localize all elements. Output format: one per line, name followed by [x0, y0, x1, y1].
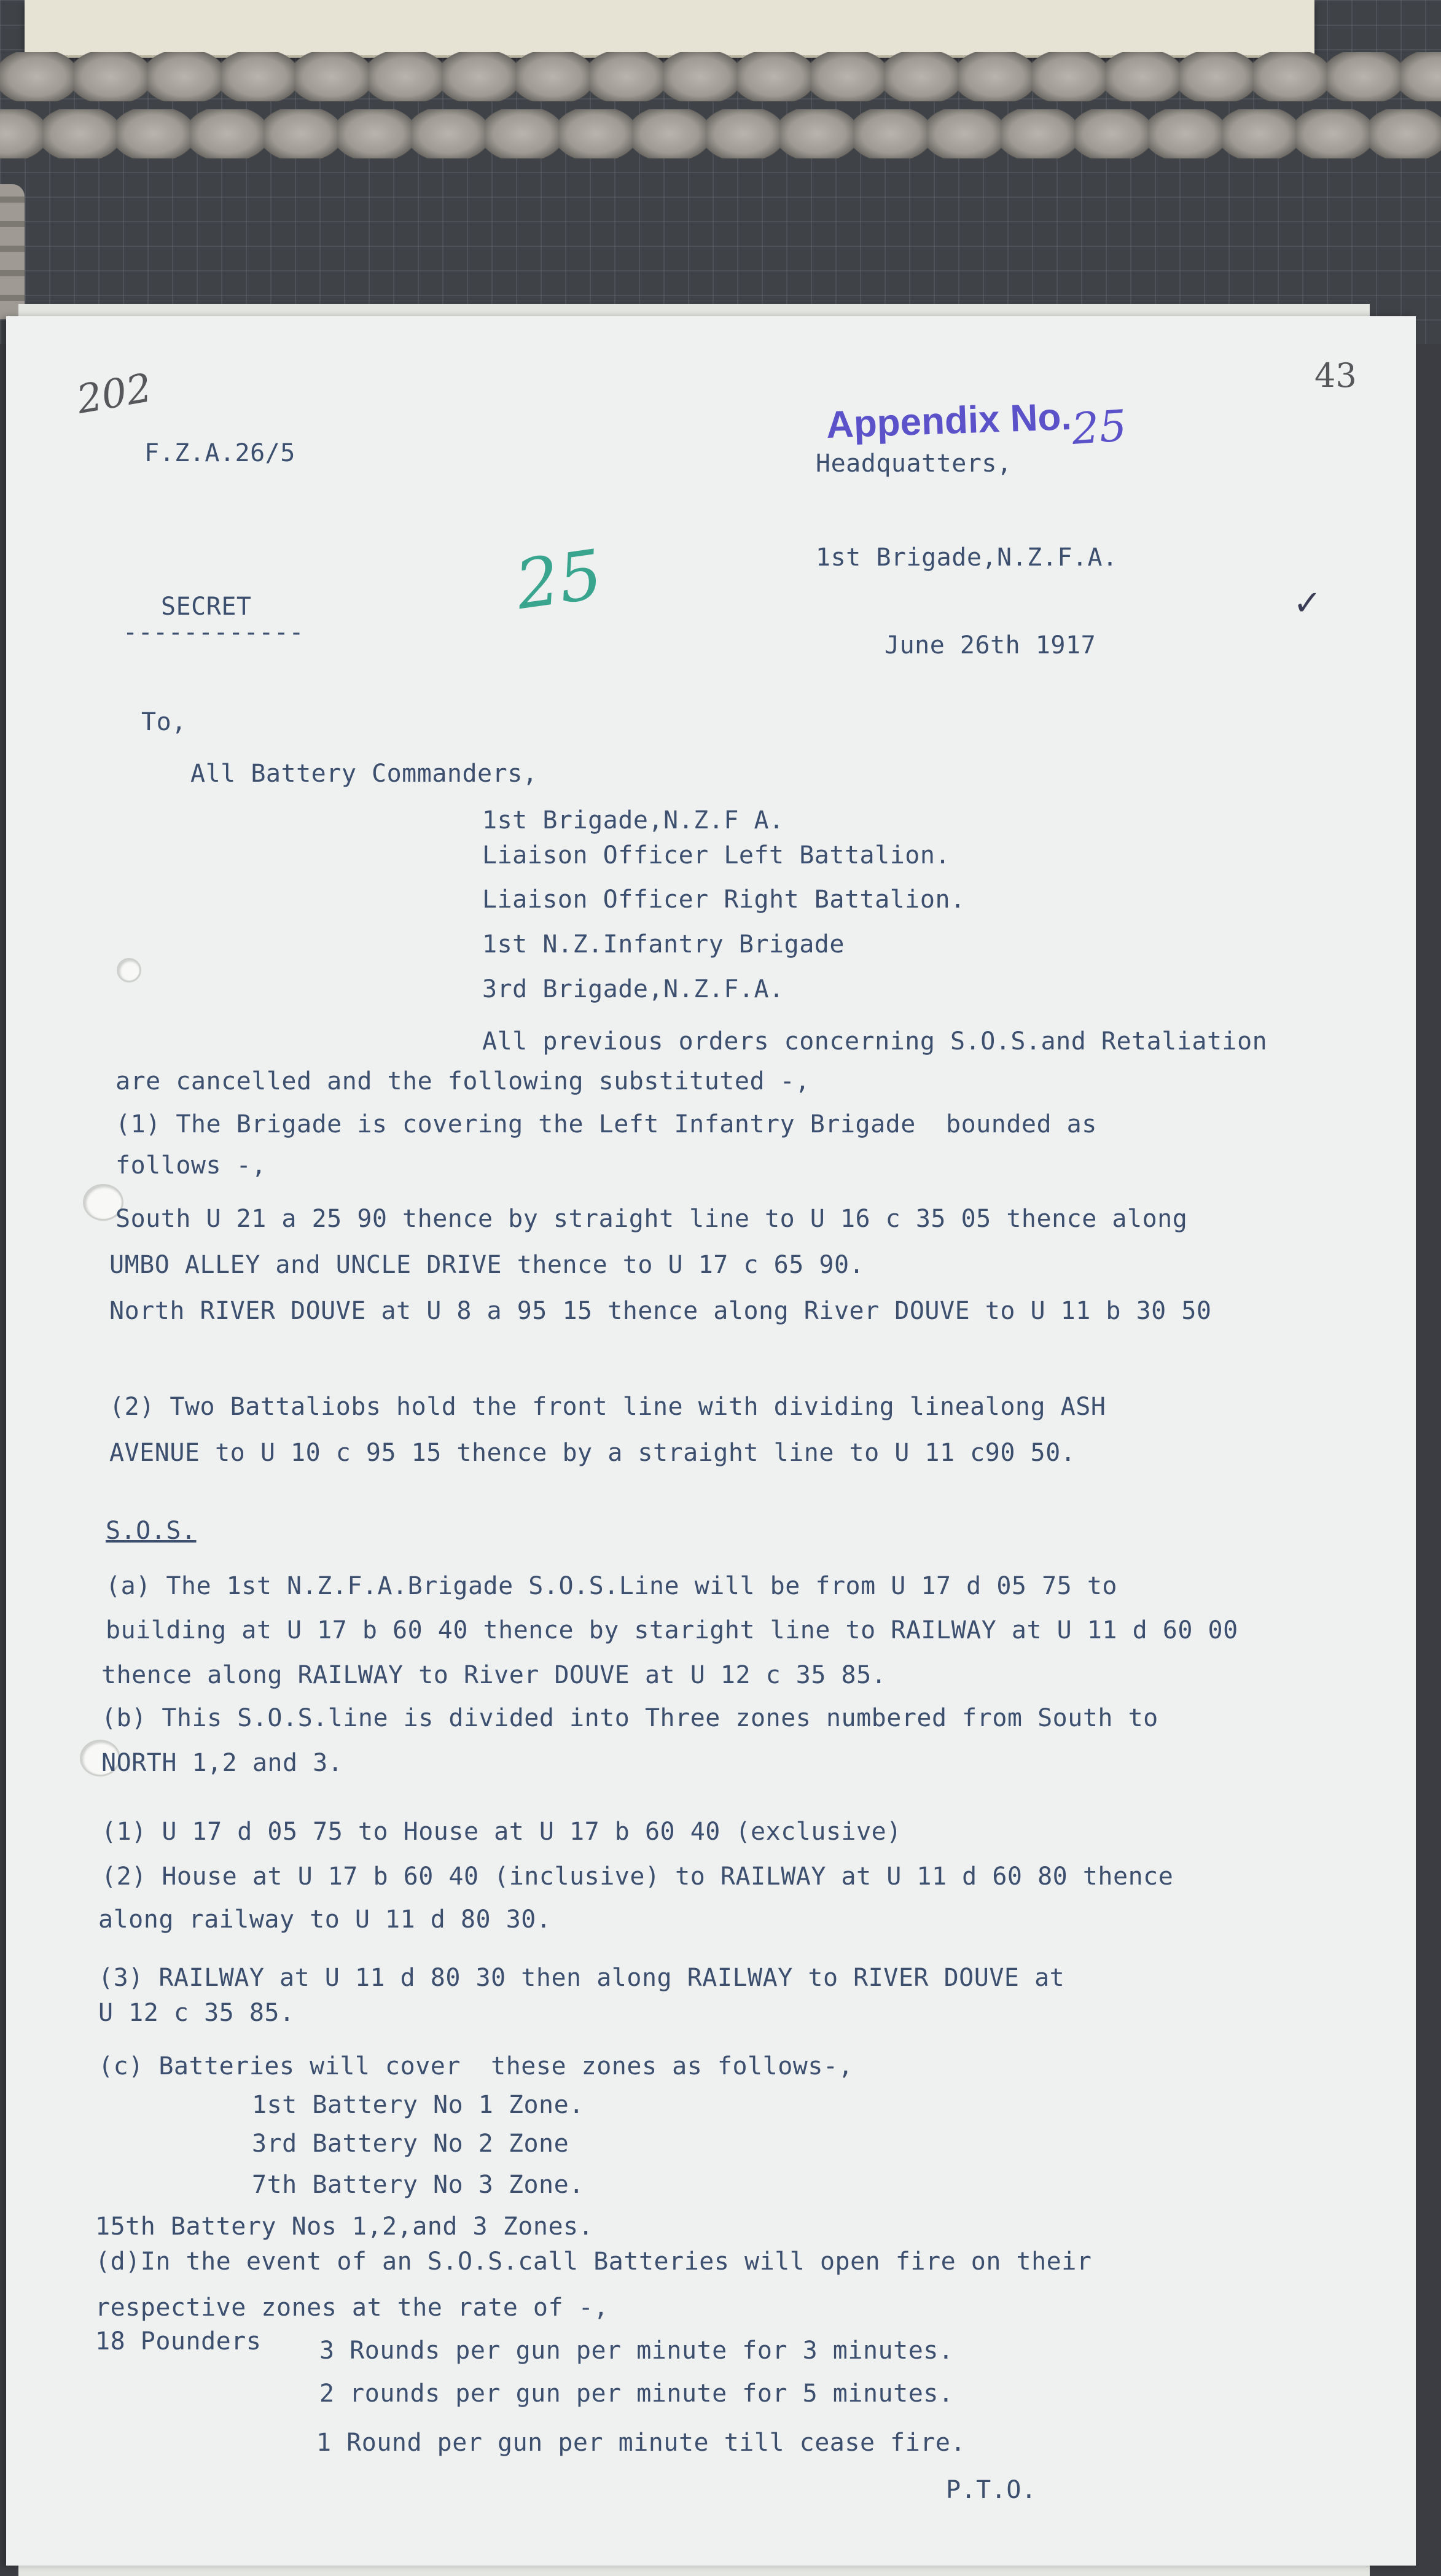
- battery-assignment: 1st Battery No 1 Zone.: [252, 2091, 584, 2119]
- classification: SECRET: [161, 593, 252, 621]
- recipient: Liaison Officer Left Battalion.: [482, 841, 951, 870]
- binding-cord-lower: [0, 109, 1441, 158]
- folded-sheet-above: [25, 0, 1314, 58]
- binding-cord: [0, 52, 1441, 101]
- paragraph-line: (b) This S.O.S.line is divided into Three zones numbered from South to: [101, 1704, 1158, 1732]
- rate-line: 1 Round per gun per minute till cease fire.: [316, 2429, 966, 2457]
- please-turn-over: P.T.O.: [946, 2476, 1037, 2504]
- page-number: 43: [1314, 356, 1357, 395]
- recipient: Liaison Officer Right Battalion.: [482, 885, 966, 914]
- headquarters-line: Headquatters,: [816, 449, 1012, 478]
- paragraph-line: South U 21 a 25 90 thence by straight line to U 16 c 35 05 thence along: [115, 1205, 1188, 1233]
- rate-line: 3 Rounds per gun per minute for 3 minutes.: [319, 2337, 954, 2365]
- date: June 26th 1917: [885, 631, 1096, 660]
- paragraph-line: follows -,: [115, 1151, 267, 1180]
- battery-assignment: 3rd Battery No 2 Zone: [252, 2130, 569, 2158]
- binding-cord-tail: [0, 184, 25, 319]
- paragraph-line: (c) Batteries will cover these zones as follows-,: [98, 2052, 854, 2080]
- appendix-stamp: Appendix No.: [825, 395, 1072, 446]
- paragraph-line: (1) The Brigade is covering the Left Infantry Brigade bounded as: [115, 1110, 1097, 1138]
- recipient: 1st N.Z.Infantry Brigade: [482, 930, 845, 959]
- zone-line: along railway to U 11 d 80 30.: [98, 1905, 552, 1934]
- recipient: 3rd Brigade,N.Z.F.A.: [482, 975, 784, 1003]
- zone-line: (1) U 17 d 05 75 to House at U 17 b 60 40 (exclusive): [101, 1818, 902, 1846]
- paragraph-line: (a) The 1st N.Z.F.A.Brigade S.O.S.Line will be from U 17 d 05 75 to: [106, 1572, 1117, 1600]
- rate-label: 18 Pounders: [95, 2327, 262, 2356]
- paragraph-line: (d)In the event of an S.O.S.call Batteries will open fire on their: [95, 2247, 1092, 2276]
- paragraph-line: North RIVER DOUVE at U 8 a 95 15 thence along River DOUVE to U 11 b 30 50: [109, 1297, 1212, 1325]
- zone-line: (2) House at U 17 b 60 40 (inclusive) to RAILWAY at U 11 d 60 80 thence: [101, 1862, 1174, 1891]
- classification-rule: ------------: [123, 618, 304, 647]
- battery-assignment: 15th Battery Nos 1,2,and 3 Zones.: [95, 2212, 594, 2241]
- intro-line: are cancelled and the following substituted -,: [115, 1067, 810, 1095]
- paragraph-line: building at U 17 b 60 40 thence by staright line to RAILWAY at U 11 d 60 00: [106, 1616, 1238, 1644]
- intro-line: All previous orders concerning S.O.S.and Retaliation: [482, 1027, 1268, 1056]
- zone-line: U 12 c 35 85.: [98, 1999, 295, 2027]
- paragraph-line: respective zones at the rate of -,: [95, 2294, 609, 2322]
- zone-line: (3) RAILWAY at U 11 d 80 30 then along RAILWAY to RIVER DOUVE at: [98, 1964, 1065, 1992]
- appendix-number: 25: [1070, 400, 1128, 455]
- to-line: To,: [141, 708, 187, 736]
- sos-heading: S.O.S.: [106, 1517, 197, 1545]
- pencil-folio-number: 202: [73, 365, 155, 424]
- green-pencil-mark: 25: [510, 534, 607, 625]
- paragraph-line: UMBO ALLEY and UNCLE DRIVE thence to U 17 c 65 90.: [109, 1251, 865, 1279]
- brigade-line: 1st Brigade,N.Z.F.A.: [816, 543, 1118, 572]
- recipients-title: All Battery Commanders,: [190, 760, 538, 788]
- paragraph-line: AVENUE to U 10 c 95 15 thence by a straight line to U 11 c90 50.: [109, 1439, 1076, 1467]
- recipient: 1st Brigade,N.Z.F A.: [482, 806, 784, 835]
- paragraph-line: NORTH 1,2 and 3.: [101, 1749, 343, 1777]
- pen-tick-mark: ✓: [1293, 583, 1322, 623]
- reference-number: F.Z.A.26/5: [144, 439, 295, 467]
- paragraph-line: (2) Two Battaliobs hold the front line with dividing linealong ASH: [109, 1393, 1106, 1421]
- rate-line: 2 rounds per gun per minute for 5 minutes.: [319, 2379, 954, 2408]
- punch-hole: [117, 958, 141, 983]
- paragraph-line: thence along RAILWAY to River DOUVE at U 12 c 35 85.: [101, 1661, 887, 1689]
- battery-assignment: 7th Battery No 3 Zone.: [252, 2171, 584, 2199]
